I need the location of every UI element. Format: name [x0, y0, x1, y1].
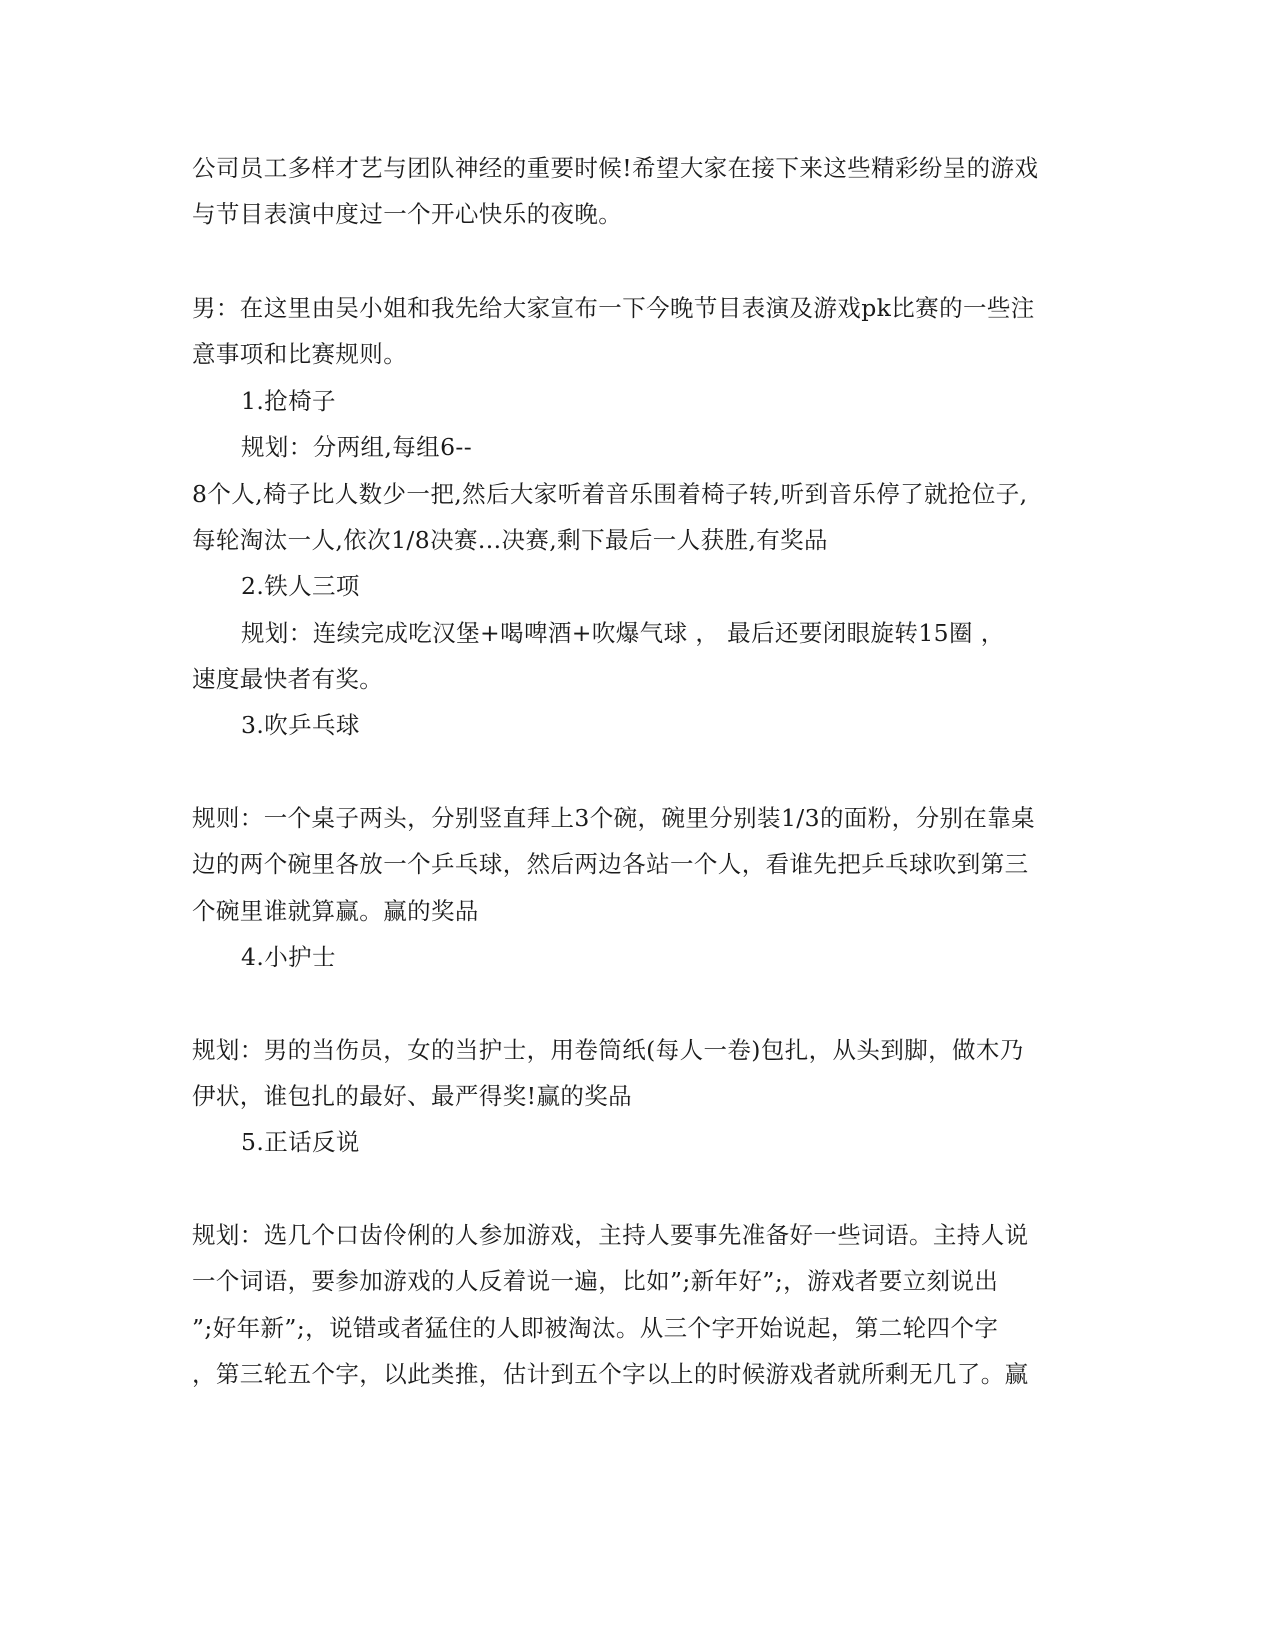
section-heading: 5.正话反说	[241, 1128, 360, 1156]
paragraph-line: 意事项和比赛规则。	[192, 340, 408, 368]
section-heading: 1.抢椅子	[241, 387, 336, 415]
paragraph-line: 与节目表演中度过一个开心快乐的夜晚。	[192, 200, 623, 228]
paragraph-line: 8个人,椅子比人数少一把,然后大家听着音乐围着椅子转,听到音乐停了就抢位子,	[192, 480, 1028, 508]
section-heading: 2.铁人三项	[241, 572, 360, 600]
paragraph-line: 公司员工多样才艺与团队神经的重要时候!希望大家在接下来这些精彩纷呈的游戏	[192, 154, 1039, 182]
paragraph-line: 规划：分两组,每组6--	[241, 433, 473, 461]
paragraph-line: 边的两个碗里各放一个乒乓球，然后两边各站一个人，看谁先把乒乓球吹到第三	[192, 850, 1029, 878]
paragraph-line: ”;好年新”;，说错或者猛住的人即被淘汰。从三个字开始说起，第二轮四个字	[192, 1314, 999, 1342]
paragraph-line: 规则：一个桌子两头，分别竖直拜上3个碗，碗里分别装1/3的面粉，分别在靠桌	[192, 804, 1036, 832]
paragraph-line: 速度最快者有奖。	[192, 665, 384, 693]
section-heading: 4.小护士	[241, 943, 336, 971]
paragraph-line: ，第三轮五个字，以此类推，估计到五个字以上的时候游戏者就所剩无几了。赢	[192, 1360, 1029, 1388]
paragraph-line: 规划：男的当伤员，女的当护士，用卷筒纸(每人一卷)包扎，从头到脚，做木乃	[192, 1036, 1024, 1064]
paragraph-line: 伊状，谁包扎的最好、最严得奖!赢的奖品	[192, 1082, 633, 1110]
paragraph-line: 规划：连续完成吃汉堡+喝啤酒+吹爆气球 ， 最后还要闭眼旋转15圈 ，	[241, 619, 1005, 647]
paragraph-line: 每轮淘汰一人,依次1/8决赛...决赛,剩下最后一人获胜,有奖品	[192, 526, 828, 554]
section-heading: 3.吹乒乓球	[241, 711, 360, 739]
paragraph-line: 一个词语，要参加游戏的人反着说一遍，比如”;新年好”;，游戏者要立刻说出	[192, 1267, 999, 1295]
paragraph-line: 个碗里谁就算赢。赢的奖品	[192, 897, 479, 925]
paragraph-line: 规划：选几个口齿伶俐的人参加游戏，主持人要事先准备好一些词语。主持人说	[192, 1221, 1029, 1249]
paragraph-line: 男：在这里由吴小姐和我先给大家宣布一下今晚节目表演及游戏pk比赛的一些注	[192, 294, 1035, 322]
